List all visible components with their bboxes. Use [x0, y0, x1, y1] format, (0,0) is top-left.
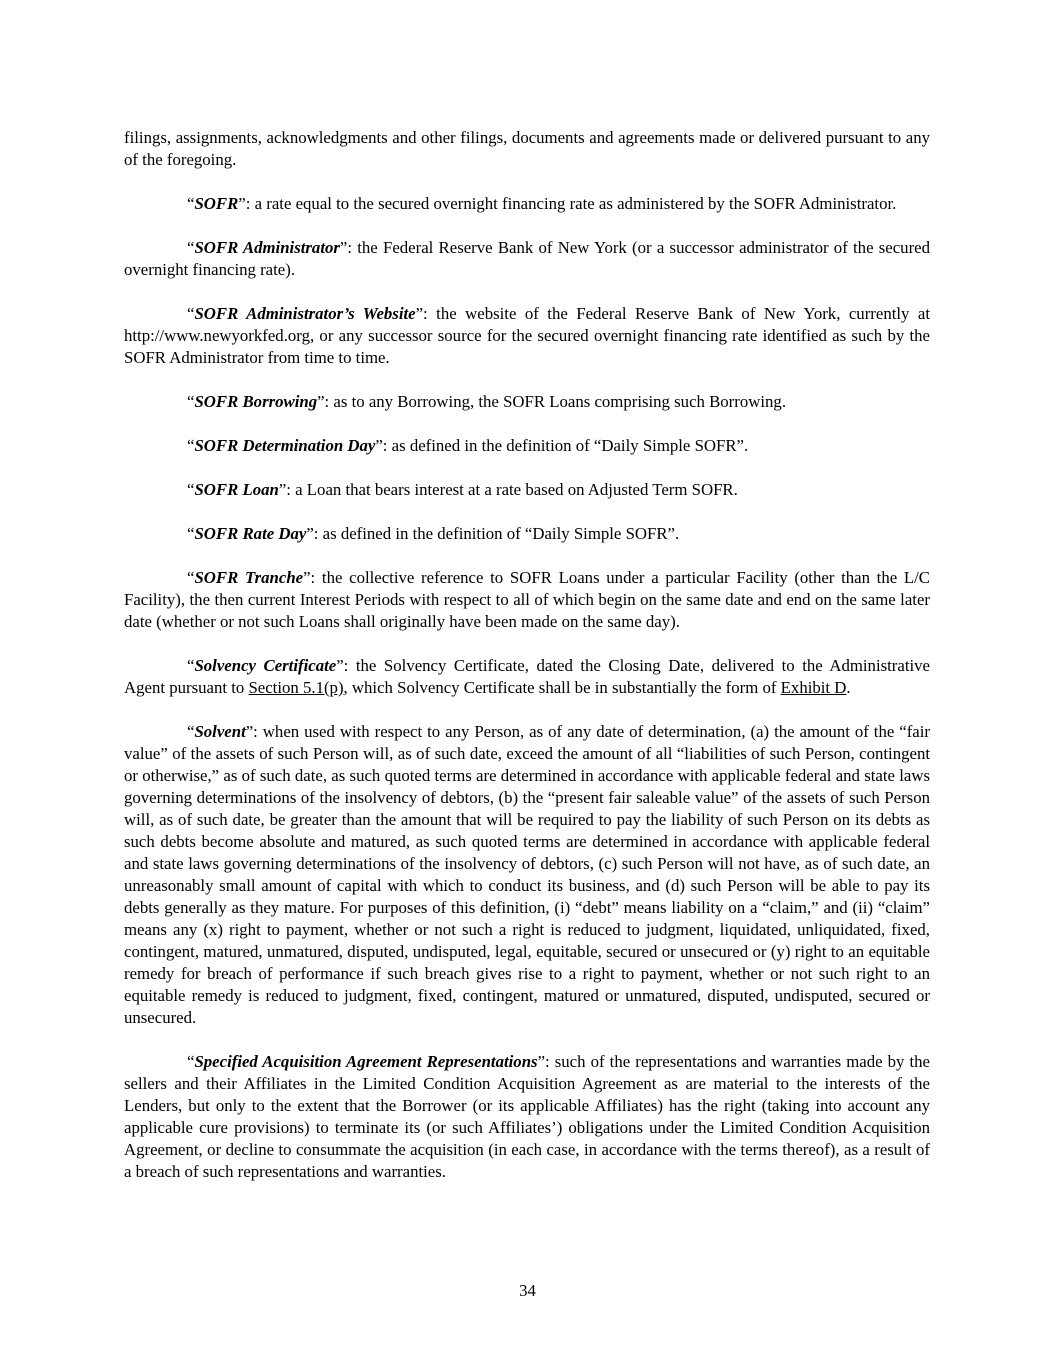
- defined-term: SOFR Loan: [194, 480, 279, 499]
- quote-mark: “: [187, 392, 195, 411]
- definition-sofr-tranche: [124, 567, 930, 633]
- definition-text: ”: when used with respect to any Person, as of any date of determination, (a) the amount of the “fair value” of the assets of such Person will, as of such date, exceed the amount of all “liabilities of such Person, contingent or otherwise,” as of such date, as such quoted terms are determined in accordance with applicable federal and state laws governing determinations of the insolvency of debtors, (b) the “present fair saleable value” of the assets of such Person will, as of such date, be greater than the amount that will be required to pay the liability of such Person on its debts as such debts become absolute and matured, as such quoted terms are determined in accordance with applicable federal and state laws governing determinations of the insolvency of debtors, (c) such Person will not have, as of such date, an unreasonably small amount of capital with which to conduct its business, and (d) such Person will be able to pay its debts generally as they mature. For purposes of this definition, (i) “debt” means liability on a “claim,” and (ii) “claim” means any (x) right to payment, whether or not such a right is reduced to judgment, liquidated, unliquidated, fixed, contingent, matured, unmatured, disputed, undisputed, legal, equitable, secured or unsecured or (y) right to an equitable remedy for breach of performance if such breach gives rise to a right to payment, whether or not such right to an equitable remedy is reduced to judgment, fixed, contingent, matured or unmatured, disputed, undisputed, secured or unsecured.: [124, 722, 930, 1027]
- definition-text: ”: the website of the Federal Reserve Bank of New York, currently at http://www.newyorkfed.org, or any successor source for the secured overnight financing rate identified as such by the SOFR Administrator from time to time.: [124, 304, 930, 367]
- body-text: filings, assignments, acknowledgments and other filings, documents and agreements made or delivered pursuant to any of the foregoing.: [124, 128, 930, 169]
- quote-mark: “: [187, 524, 195, 543]
- defined-term: SOFR Determination Day: [194, 436, 376, 455]
- definition-solvency-certificate: [124, 655, 930, 699]
- quote-mark: “: [187, 436, 195, 455]
- definition-text: ”: as defined in the definition of “Daily Simple SOFR”.: [375, 436, 749, 455]
- defined-term: SOFR Administrator: [194, 238, 340, 257]
- defined-term: SOFR Tranche: [194, 568, 304, 587]
- definition-sofr-loan: [124, 479, 930, 501]
- section-reference: Section 5.1(p): [248, 678, 344, 697]
- definition-specified-acquisition-agreement-representations: [124, 1051, 930, 1183]
- definition-sofr-administrators-website: [124, 303, 930, 369]
- paragraph-continuation: [124, 127, 930, 171]
- definition-sofr-borrowing: [124, 391, 930, 413]
- document-body: [124, 127, 930, 1205]
- page-number: 34: [519, 1281, 536, 1300]
- defined-term: Solvent: [194, 722, 246, 741]
- definition-solvent: [124, 721, 930, 1029]
- page-footer: [0, 1280, 1055, 1302]
- definition-text: ”: the Solvency Certificate, dated the Closing Date, delivered to the Administrative Agent pursuant to: [124, 656, 931, 697]
- definition-text: ”: as defined in the definition of “Daily Simple SOFR”.: [306, 524, 680, 543]
- definition-text: ”: a rate equal to the secured overnight financing rate as administered by the SOFR Administrator.: [238, 194, 897, 213]
- definition-text: .: [846, 678, 851, 697]
- definition-sofr-administrator: [124, 237, 930, 281]
- quote-mark: “: [187, 304, 195, 323]
- definition-text: ”: the Federal Reserve Bank of New York (or a successor administrator of the secured overnight financing rate).: [124, 238, 931, 279]
- defined-term: SOFR: [194, 194, 239, 213]
- definition-text: ”: a Loan that bears interest at a rate based on Adjusted Term SOFR.: [278, 480, 738, 499]
- quote-mark: “: [187, 568, 195, 587]
- definition-sofr: [124, 193, 930, 215]
- defined-term: Solvency Certificate: [194, 656, 337, 675]
- quote-mark: “: [187, 238, 195, 257]
- defined-term: SOFR Borrowing: [194, 392, 318, 411]
- definition-sofr-rate-day: [124, 523, 930, 545]
- exhibit-reference: Exhibit D: [780, 678, 847, 697]
- definition-sofr-determination-day: [124, 435, 930, 457]
- defined-term: SOFR Rate Day: [194, 524, 307, 543]
- quote-mark: “: [187, 722, 195, 741]
- quote-mark: “: [187, 656, 195, 675]
- quote-mark: “: [187, 480, 195, 499]
- definition-text: ”: the collective reference to SOFR Loans under a particular Facility (other than the L/C Facility), the then current Interest Periods with respect to all of which begin on the same date and end on the same later date (whether or not such Loans shall originally have been made on the same day).: [124, 568, 930, 631]
- quote-mark: “: [187, 194, 195, 213]
- definition-text: ”: as to any Borrowing, the SOFR Loans comprising such Borrowing.: [317, 392, 787, 411]
- definition-text: ”: such of the representations and warranties made by the sellers and their Affiliates in the Limited Condition Acquisition Agreement as are material to the interests of the Lenders, but only to the extent that the Borrower (or its applicable Affiliates) has the right (taking into account any applicable cure provisions) to terminate its (or such Affiliates’) obligations under the Limited Condition Acquisition Agreement, or decline to consummate the acquisition (in each case, in accordance with the terms thereof), as a result of a breach of such representations and warranties.: [124, 1052, 930, 1181]
- definition-text: , which Solvency Certificate shall be in substantially the form of: [343, 678, 781, 697]
- defined-term: Specified Acquisition Agreement Representations: [194, 1052, 538, 1071]
- defined-term: SOFR Administrator’s Website: [194, 304, 416, 323]
- quote-mark: “: [187, 1052, 195, 1071]
